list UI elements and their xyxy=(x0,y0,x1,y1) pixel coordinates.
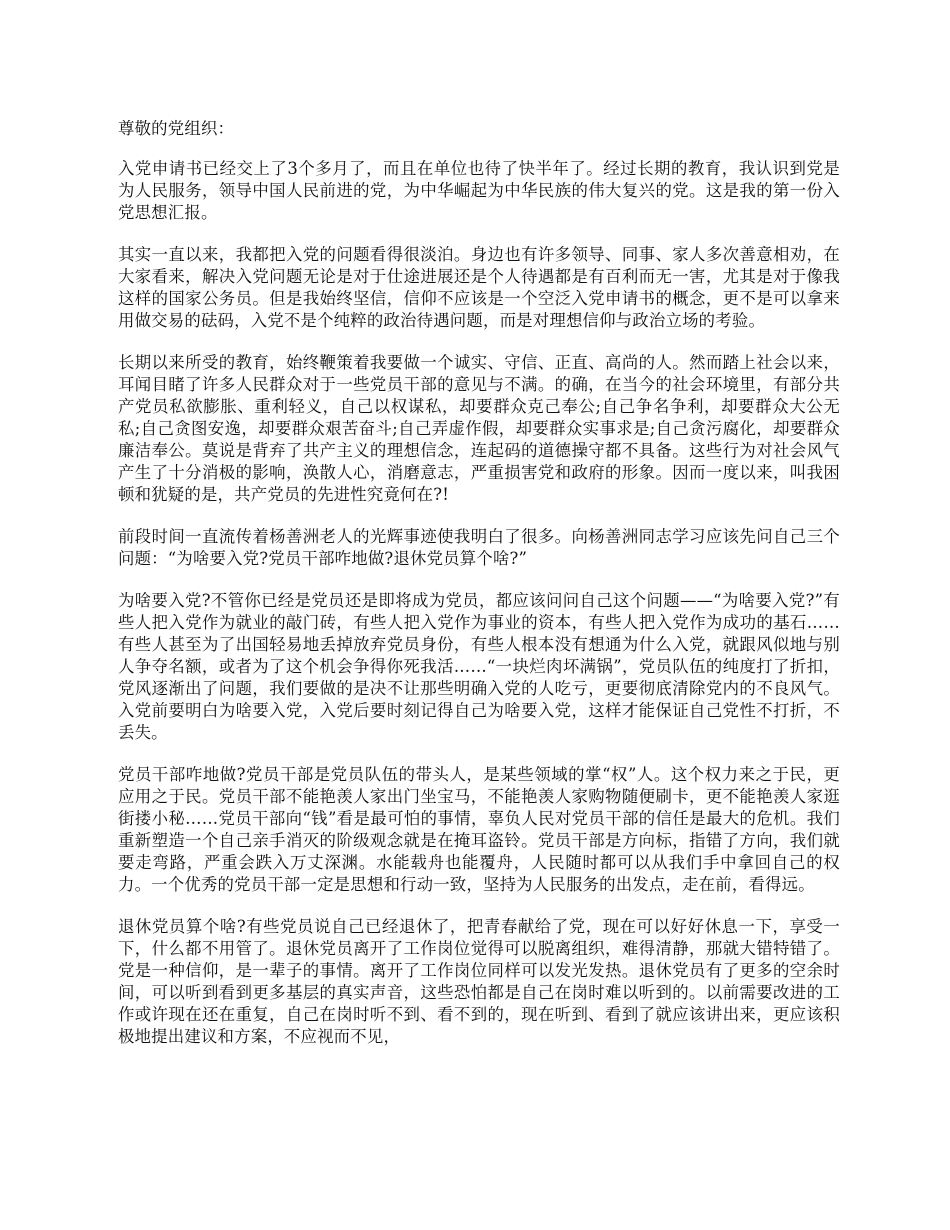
paragraph-3: 长期以来所受的教育，始终鞭策着我要做一个诚实、守信、正直、高尚的人。然而踏上社会以来，耳闻目睹了许多人民群众对于一些党员干部的意见与不满。的确，在当今的社会环境里，有部分共产党员私欲膨胀、重利轻义，自己以权谋私，却要群众克己奉公;自己争名争利，却要群众大公无私;自己贪图安逸，却要群众艰苦奋斗;自己弄虚作假，却要群众实事求是;自己贪污腐化，却要群众廉洁奉公。莫说是背弃了共产主义的理想信念，连起码的道德操守都不具备。这些行为对社会风气产生了十分消极的影响，涣散人心，消磨意志，严重损害党和政府的形象。因而一度以来，叫我困顿和犹疑的是，共产党员的先进性究竟何在?! xyxy=(118,353,840,504)
paragraph-6: 党员干部咋地做?党员干部是党员队伍的带头人，是某些领域的掌“权”人。这个权力来之于民，更应用之于民。党员干部不能艳羡人家出门坐宝马，不能艳羡人家购物随便刷卡，更不能艳羡人家逛街搂小秘……党员干部向“钱”看是最可怕的事情，辜负人民对党员干部的信任是最大的危机。我们重新塑造一个自己亲手消灭的阶级观念就是在掩耳盗铃。党员干部是方向标，指错了方向，我们就要走弯路，严重会跌入万丈深渊。水能载舟也能覆舟，人民随时都可以从我们手中拿回自己的权力。一个优秀的党员干部一定是思想和行动一致，坚持为人民服务的出发点，走在前，看得远。 xyxy=(118,765,840,894)
paragraph-7: 退休党员算个啥?有些党员说自己已经退休了，把青春献给了党，现在可以好好休息一下，享受一下，什么都不用管了。退休党员离开了工作岗位觉得可以脱离组织，难得清静，那就大错特错了。党是一种信仰，是一辈子的事情。离开了工作岗位同样可以发光发热。退休党员有了更多的空余时间，可以听到看到更多基层的真实声音，这些恐怕都是自己在岗时难以听到的。以前需要改进的工作或许现在还在重复，自己在岗时听不到、看不到的，现在听到、看到了就应该讲出来，更应该积极地提出建议和方案，不应视而不见， xyxy=(118,917,840,1046)
paragraph-5: 为啥要入党?不管你已经是党员还是即将成为党员，都应该问问自己这个问题——“为啥要入党?”有些人把入党作为就业的敲门砖，有些人把入党作为事业的资本，有些人把入党作为成功的基石……有些人甚至为了出国轻易地丢掉放弃党员身份，有些人根本没有想通为什么入党，就跟风似地与别人争夺名额，或者为了这个机会争得你死我活……“一块烂肉坏满锅”，党员队伍的纯度打了折扣，党风逐渐出了问题，我们要做的是决不让那些明确入党的人吃亏，更要彻底清除党内的不良风气。入党前要明白为啥要入党，入党后要时刻记得自己为啥要入党，这样才能保证自己党性不打折，不丢失。 xyxy=(118,591,840,742)
paragraph-2: 其实一直以来，我都把入党的问题看得很淡泊。身边也有许多领导、同事、家人多次善意相劝，在大家看来，解决入党问题无论是对于仕途进展还是个人待遇都是有百利而无一害，尤其是对于像我这样的国家公务员。但是我始终坚信，信仰不应该是一个空泛入党申请书的概念，更不是可以拿来用做交易的砝码，入党不是个纯粹的政治待遇问题，而是对理想信仰与政治立场的考验。 xyxy=(118,245,840,330)
document-page xyxy=(118,118,840,1068)
paragraph-1: 入党申请书已经交上了3个多月了，而且在单位也待了快半年了。经过长期的教育，我认识到党是为人民服务，领导中国人民前进的党，为中华崛起为中华民族的伟大复兴的党。这是我的第一份入党思想汇报。 xyxy=(118,159,840,222)
greeting: 尊敬的党组织： xyxy=(118,119,235,138)
paragraph-4: 前段时间一直流传着杨善洲老人的光辉事迹使我明白了很多。向杨善洲同志学习应该先问自己三个问题：“为啥要入党?党员干部咋地做?退休党员算个啥?” xyxy=(118,527,840,568)
